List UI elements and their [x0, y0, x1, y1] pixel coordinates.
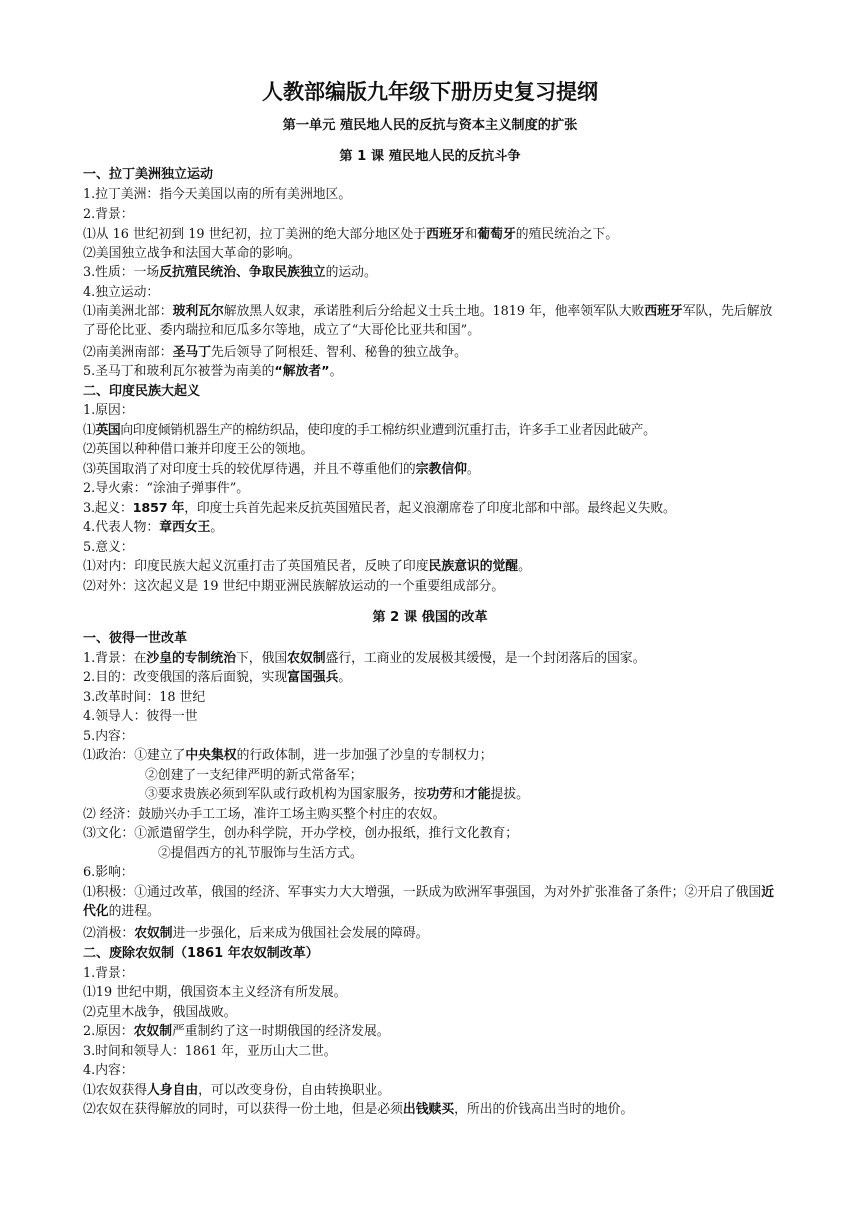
text-line: ⑶英国取消了对印度士兵的较优厚待遇，并且不尊重他们的宗教信仰。	[83, 462, 480, 477]
text-line: ⑵ 经济：鼓励兴办手工工场，准许工场主购买整个村庄的农奴。	[83, 807, 446, 822]
text-paragraph: ⑴南美洲北部：玻利瓦尔解放黑人奴隶，承诺胜利后分给起义士兵土地。1819 年，他率领军队大败西班牙军队，先后解放了哥伦比亚、委内瑞拉和厄瓜多尔等地，成立了“大哥伦比亚共和国”。	[83, 304, 773, 338]
text-line: 2.目的：改变俄国的落后面貌，实现富国强兵。	[83, 670, 352, 685]
text-line: ③要求贵族必须到军队或行政机构为国家服务，按功劳和才能提拔。	[145, 787, 529, 802]
text-line: ⑴英国向印度倾销机器生产的棉纺织品，使印度的手工棉纺织业遭到沉重打击，许多手工业者因此破产。	[83, 423, 656, 438]
text-line: 2.导火索：“涂油子弹事件”。	[83, 481, 250, 496]
text-line: 4.领导人：彼得一世	[83, 709, 198, 724]
text-line: 3.起义：1857 年，印度士兵首先起来反抗英国殖民者，起义浪潮席卷了印度北部和中部。最终起义失败。	[83, 501, 676, 516]
text-line: 5.意义：	[83, 540, 134, 555]
lesson-1-heading: 第 1 课 殖民地人民的反抗斗争	[339, 149, 521, 164]
text-line: 2.原因：农奴制严重制约了这一时期俄国的经济发展。	[83, 1024, 390, 1039]
text-line: ⑵英国以种种借口兼并印度王公的领地。	[83, 442, 314, 457]
text-line: ⑴对内：印度民族大起义沉重打击了英国殖民者，反映了印度民族意识的觉醒。	[83, 559, 531, 574]
text-line: ⑴政治：①建立了中央集权的行政体制，进一步加强了沙皇的专制权力；	[83, 748, 493, 763]
section-heading: 一、拉丁美洲独立运动	[83, 167, 214, 182]
text-line: ⑴农奴获得人身自由，可以改变身份，自由转换职业。	[83, 1083, 391, 1098]
text-line: 3.时间和领导人：1861 年，亚历山大二世。	[83, 1044, 337, 1059]
text-line: ⑵农奴在获得解放的同时，可以获得一份土地，但是必须出钱赎买，所出的价钱高出当时的地价。	[83, 1102, 634, 1117]
text-line: ⑵美国独立战争和法国大革命的影响。	[83, 246, 301, 261]
section-heading: 二、印度民族大起义	[83, 384, 201, 399]
text-line: 4.内容：	[83, 1063, 134, 1078]
text-line: ⑴从 16 世纪初到 19 世纪初，拉丁美洲的绝大部分地区处于西班牙和葡萄牙的殖民统治之下。	[83, 227, 619, 242]
text-line: 4.代表人物：章西女王。	[83, 520, 224, 535]
text-paragraph: ⑴积极：①通过改革，俄国的经济、军事实力大大增强，一跃成为欧洲军事强国，为对外扩张准备了条件；②开启了俄国近代化的进程。	[83, 885, 775, 919]
text-line: ⑴19 世纪中期，俄国资本主义经济有所发展。	[83, 985, 347, 1000]
text-line: 2.背景：	[83, 207, 134, 222]
text-line: ⑵对外：这次起义是 19 世纪中期亚洲民族解放运动的一个重要组成部分。	[83, 579, 505, 594]
text-line: ⑵消极：农奴制进一步强化，后来成为俄国社会发展的障碍。	[83, 926, 429, 941]
text-line: 1.背景：在沙皇的专制统治下，俄国农奴制盛行，工商业的发展极其缓慢，是一个封闭落后的国家。	[83, 651, 646, 666]
text-line: ⑵南美洲南部：圣马丁先后领导了阿根廷、智利、秘鲁的独立战争。	[83, 345, 467, 360]
text-line: 4.独立运动：	[83, 285, 160, 300]
section-heading: 一、彼得一世改革	[83, 631, 188, 646]
lesson-2-heading: 第 2 课 俄国的改革	[372, 610, 488, 625]
text-line: 1.拉丁美洲：指今天美国以南的所有美洲地区。	[83, 187, 352, 202]
text-line: 5.内容：	[83, 729, 134, 744]
text-line: 3.性质：一场反抗殖民统治、争取民族独立的运动。	[83, 265, 377, 280]
text-line: ②提倡西方的礼节服饰与生活方式。	[158, 846, 363, 861]
text-line: 1.背景：	[83, 966, 134, 981]
page-title: 人教部编版九年级下册历史复习提纲	[262, 80, 598, 104]
unit-heading: 第一单元 殖民地人民的反抗与资本主义制度的扩张	[282, 118, 578, 133]
text-line: 1.原因：	[83, 403, 134, 418]
text-line: 3.改革时间：18 世纪	[83, 690, 206, 705]
text-line: 5.圣马丁和玻利瓦尔被誉为南美的“解放者”。	[83, 364, 343, 379]
text-line: ⑵克里木战争，俄国战败。	[83, 1005, 237, 1020]
text-line: ②创建了一支纪律严明的新式常备军；	[145, 768, 363, 783]
text-line: 6.影响：	[83, 865, 134, 880]
text-line: ⑶文化：①派遣留学生，创办科学院，开办学校，创办报纸，推行文化教育；	[83, 826, 519, 841]
section-heading: 二、废除农奴制（1861 年农奴制改革）	[83, 946, 319, 961]
